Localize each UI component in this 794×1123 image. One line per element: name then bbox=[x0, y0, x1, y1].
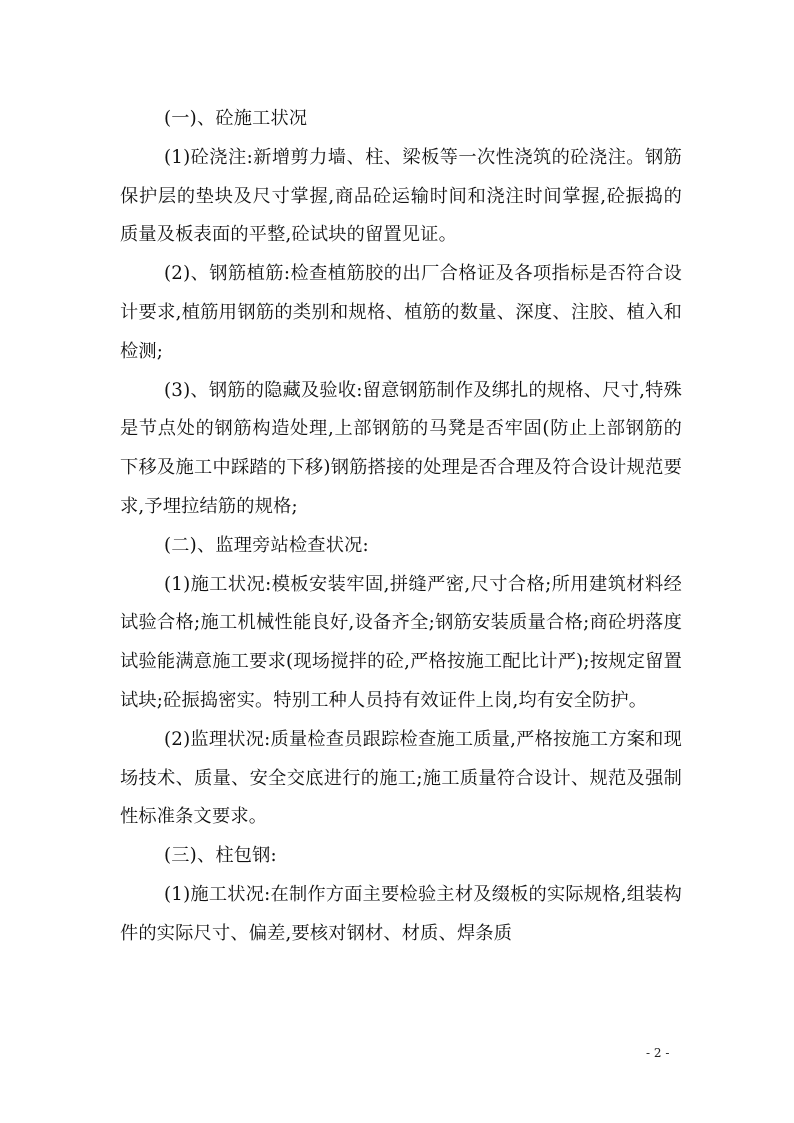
paragraph: (1)砼浇注:新增剪力墙、柱、梁板等一次性浇筑的砼浇注。钢筋保护层的垫块及尺寸掌握,商品砼运输时间和浇注时间掌握,砼振捣的质量及板表面的平整,砼试块的留置见证。 bbox=[120, 146, 682, 246]
document-body bbox=[120, 100, 682, 954]
section-heading: (二)、监理旁站检查状况: bbox=[164, 534, 369, 556]
paragraph: (1)施工状况:模板安装牢固,拼缝严密,尺寸合格;所用建筑材料经试验合格;施工机械性能良好,设备齐全;钢筋安装质量合格;商砼坍落度试验能满意施工要求(现场搅拌的砼,严格按施工配比计严);按规定留置试块;砼振捣密实。特别工种人员持有效证件上岗,均有安全防护。 bbox=[120, 573, 682, 711]
section-heading: (一)、砼施工状况 bbox=[164, 108, 308, 129]
section-heading: (三)、柱包钢: bbox=[164, 845, 277, 867]
paragraph: (1)施工状况:在制作方面主要检验主材及缀板的实际规格,组装构件的实际尺寸、偏差,要核对钢材、材质、焊条质 bbox=[120, 883, 682, 944]
page-number: - 2 - bbox=[646, 1046, 670, 1060]
paragraph: (2)监理状况:质量检查员跟踪检查施工质量,严格按施工方案和现场技术、质量、安全交底进行的施工;施工质量符合设计、规范及强制性标准条文要求。 bbox=[120, 728, 682, 828]
paragraph: (3)、钢筋的隐藏及验收:留意钢筋制作及绑扎的规格、尺寸,特殊是节点处的钢筋构造处理,上部钢筋的马凳是否牢固(防止上部钢筋的下移及施工中踩踏的下移)钢筋搭接的处理是否合理及符合设计规范要求,予埋拉结筋的规格; bbox=[120, 379, 682, 517]
paragraph: (2)、钢筋植筋:检查植筋胶的出厂合格证及各项指标是否符合设计要求,植筋用钢筋的类别和规格、植筋的数量、深度、注胶、植入和检测; bbox=[120, 263, 682, 362]
